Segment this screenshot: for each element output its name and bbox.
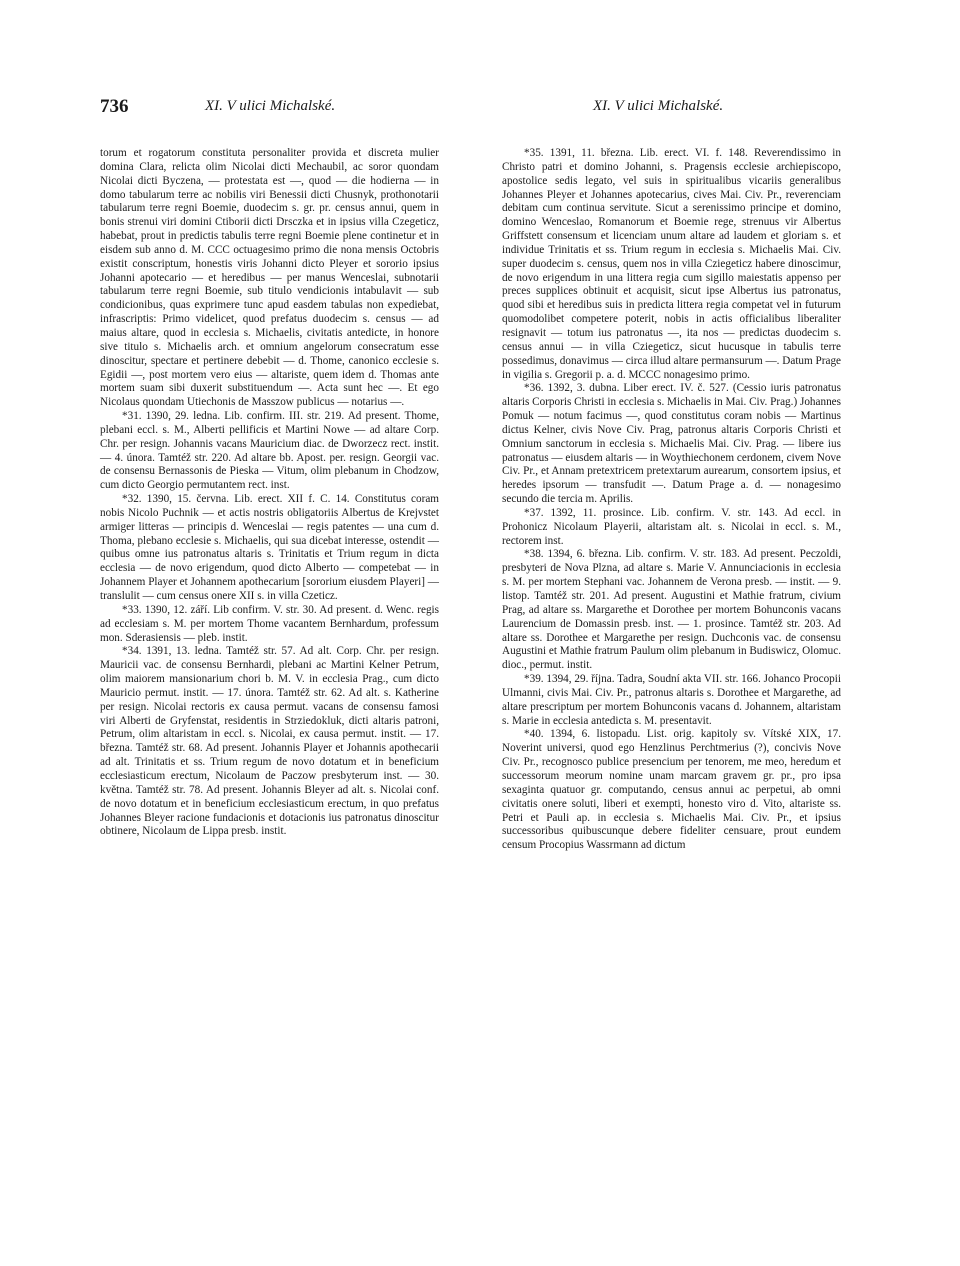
entry-40: *40. 1394, 6. listopadu. List. orig. kapitoly sv. Vítské XIX, 17. Noverint universi, quod ego Henzlinus Perchtmerius (?), concivis Nove Civ. Pr., recognosco publice presencium per tenorem, me meo, heredum et successorum meorum nomine unam marcam gravem gr. pr., pro ipsa sexaginta quatuor gr. computando, census annui ac perpetui, ab omni civitatis onere soluti, liberi et exempti, honesto viro d. Vito, altariste ss. Petri et Pauli ap. in ecclesia s. Michaelis Mai. Civ. Pr., et ipsius successoribus quibuscunque debere fideliter censuare, prout eundem censum Procopius Wassrmann ad dictum bbox=[502, 728, 841, 852]
entry-34: *34. 1391, 13. ledna. Tamtéž str. 57. Ad alt. Corp. Chr. per resign. Mauricii vac. de consensu Bernhardi, plebani ac Martini Kelner Petrum, olim maiorem mansionarium chori b. M. V. in ecclesia Prag., cum dicto Mauricio permut. instit. — 17. února. Tamtéž str. 62. Ad alt. s. Katherine per resign. Nicolai rectoris ex causa permut. vacans de consensu famosi viri Alberti de Gryfenstat, residentis in Strziedokluk, dicti altaris patroni, Petrum, olim altaristam in eccl. s. Nicolai, ex causa permut. instit. — 17. března. Tamtéž str. 68. Ad present. Johannis Player et Johannis apothecarii ad alt. Trinitatis et ss. Trium regum de novo dotatum et in beneficium ecclesiasticum erectum, Nicolaum de Paczow presbyterum inst. — 30. května. Tamtéž str. 78. Ad present. Johannis Bleyer ad alt. s. Nicolai conf. de novo dotatum et in beneficium ecclesiasticum erectum, in quo prefatus Johannes Bleyer racione fundacionis et dotacionis ius patronatus dinoscitur obtinere, Nicolaum de Lippa presb. instit. bbox=[100, 645, 439, 838]
entry-33: *33. 1390, 12. září. Lib confirm. V. str. 30. Ad present. d. Wenc. regis ad ecclesiam s. M. per mortem Thome vacantem Bernhardum, professum mon. Sderasiensis — pleb. instit. bbox=[100, 603, 439, 644]
paragraph-continued: torum et rogatorum constituta personaliter provida et discreta mulier domina Clara, relicta olim Nicolai dicti Mechaubil, ac soror quondam Nicolai dicti Byczena, — protestata est —, quod — die hodierna — in domo tabularum terre ac nobilis viri Benessii dicti Chusnyk, prothonotarii tabularum terre regni Boemie, duodecim s. gr. pr. census annui, quem in bonis strenui viri domini Ctiborii dicti Drsczka et in ipsius villa Czegeticz, habebat, prout in predictis tabulis terre regni Boemie plene continetur et in eisdem sub anno d. M. CCC octuagesimo primo die nona mensis Octobris existit conscriptum, honestis viris Johanni dicto Pleyer et sororio ipsius Johanni apotecario — et heredibus — per manus Wenceslai, subnotarii tabularum terre regni Boemie, sub titulo vendicionis intabulavit — sub condicionibus, quas exprimere tunc apud easdem tabulas non expediebat, infrascriptis: Primo videlicet, quod prefatus duodecim s. census — ad maius altare, quod in ecclesia s. Michaelis, civitatis antedicte, in honore sive titulo s. Michaelis arch. et omnium angelorum consecratum esse dinoscitur, spectare et pertinere debebit — d. Thome, canonico ecclesie s. Egidii —, post mortem vero eius — altariste, quem idem d. Thomas ante mortem suam sibi duxerit substituendum —. Acta sunt hec —. Et ego Nicolaus quondam Utiechonis de Masszow publicus — notarius —. bbox=[100, 147, 439, 409]
left-column bbox=[100, 147, 439, 839]
entry-32: *32. 1390, 15. června. Lib. erect. XII f. C. 14. Constitutus coram nobis Nicolo Puchnik — et actis nostris obligatoriis Albertus de Krejvstet armiger litteras — principis d. Wenceslai — regis patentes — una cum d. Thoma, plebano ecclesie s. Michaelis, qui sua dicebat interesse, ostendit — quibus omne ius patronatus altaris s. Trinitatis et Trium regum in dicta ecclesia — de novo erigendum, quod dicto Alberto — competebat — in Johannem Player et Johannem apothecarium [sororium eiusdem Playeri] — translulit — cum census onere XII s. in villa Czeticz. bbox=[100, 493, 439, 602]
entry-35: *35. 1391, 11. března. Lib. erect. VI. f. 148. Reverendissimo in Christo patri et domino Johanni, s. Pragensis ecclesie archiepiscopo, apostolice sedis legato, vel suis in spiritualibus vicariis generalibus Johannes Pleyer et Johannes apotecarius, cives Mai. Civ. Pr., reverenciam debitam cum continua servitute. Sicut a serenissimo principe et domino, domino Wenceslao, Romanorum et Boemie rege, strenuus vir Albertus Griffstett consensum et licenciam unum altare ad laudem et gloriam s. et individue Trinitatis et ss. Trium regum in ecclesia s. Michaelis Mai. Civ. super duodecim s. census, quem nos in villa Cziegeticz habere dinoscimur, de novo erigendum in una littera regia cum sigillo maiestatis appenso per preces supplices obtinuit et acquisit, sicut ipse Albertus ius patronatus, quod sibi et heredibus suis in predicta littera regia competat vel in futurum quomodolibet competere poterit, nobis in actis officialibus liberaliter resignavit — totum ius patronatus —, ita nos — predictas duodecim s. census annui — in villa Cziegeticz, sicut hucusque in tabulis terre possedimus, donavimus — circa illud altare permansurum —. Datum Prage in vigilia s. Gregorii p. a. d. MCCC nonagesimo primo. bbox=[502, 147, 841, 381]
entry-36: *36. 1392, 3. dubna. Liber erect. IV. č. 527. (Cessio iuris patronatus altaris Corporis Christi in ecclesia s. Michaelis in Mai. Civ. Prag.) Johannes Pomuk — notum facimus —, quod constitutus coram nobis — Martinus dictus Kelner, civis Nove Civ. Prag, patronus altaris Corporis Christi et Omnium sanctorum in ecclesia s. Michaelis Mai. Civ. Prag. — libere ius patronatus — eiusdem altaris — in Woythiechonem cerdonem, civem Nove Civ. Pr., et Annam pretextricem pretextarum aurearum, consortem ipsius, et heredes ipsorum — transfudit —. Datum Prage a. d. — nonagesimo secundo die tercia m. Aprilis. bbox=[502, 382, 841, 506]
entry-38: *38. 1394, 6. března. Lib. confirm. V. str. 183. Ad present. Peczoldi, presbyteri de Nova Plzna, ad altare s. Marie V. Annunciacionis in ecclesia s. M. per mortem Stephani vac. Johannem de Verona presb. — instit. — 9. listop. Tamtéž str. 201. Ad present. Augustini et Mathie fratrum, civium Prag, ad altare ss. Margarethe et Dorothee per mortem Bohunconis vacans Laurencium de Domassin presb. inst. — 1. prosince. Tamtéž str. 203. Ad altare ss. Dorothee et Margarethe per resign. Duchconis vac. de consensu Augustini et Mathie fratrum Paulum olim plebanum in Budiswicz, Olomuc. dioc., permut. instit. bbox=[502, 548, 841, 672]
entry-31: *31. 1390, 29. ledna. Lib. confirm. III. str. 219. Ad present. Thome, plebani eccl. s. M., Alberti pellificis et Martini Nowe — ad altare Corp. Chr. per resign. Johannis vacans Mauricium diac. de Dworzecz rect. instit. — 4. února. Tamtéž str. 220. Ad altare bb. Apost. per. resign. Georgii vac. de consensu Bernassonis de Pieska — Vitum, olim plebanum in Chodzow, cum dicto Georgio permutantem rect. inst. bbox=[100, 410, 439, 492]
page-header bbox=[0, 96, 960, 126]
entry-39: *39. 1394, 29. října. Tadra, Soudní akta VII. str. 166. Johanco Procopii Ulmanni, civis Mai. Civ. Pr., patronus altaris s. Dorothee et Margarethe, ad altare prescriptum per mortem Bohunconis vacans d. Johannem, altaristam s. Marie in ecclesia antedicta s. M. presentavit. bbox=[502, 673, 841, 727]
running-title-left: XI. V ulici Michalské. bbox=[205, 98, 336, 114]
entry-37: *37. 1392, 11. prosince. Lib. confirm. V. str. 143. Ad eccl. in Prohonicz Nicolaum Playerii, altaristam alt. s. Nicolai in eccl. s. M., rectorem inst. bbox=[502, 506, 841, 547]
running-title-right: XI. V ulici Michalské. bbox=[593, 98, 724, 114]
page-number: 736 bbox=[100, 96, 129, 117]
right-column bbox=[502, 147, 841, 853]
